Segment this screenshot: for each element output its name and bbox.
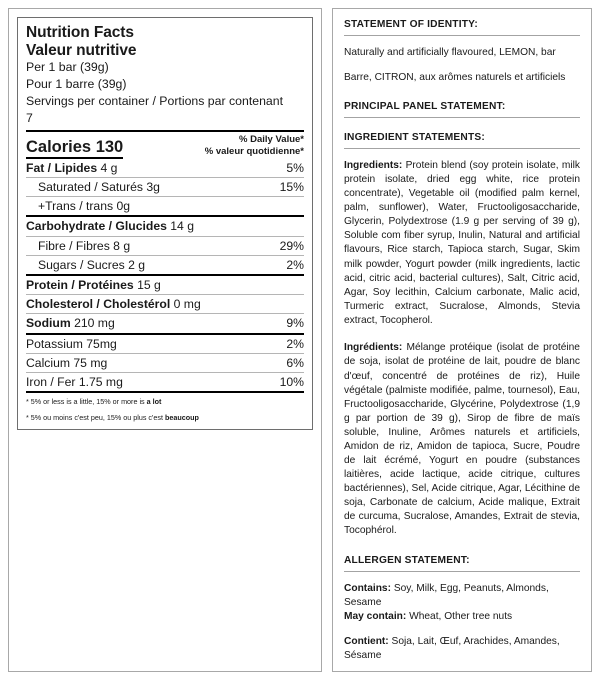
nutrition-facts-title-fr: Valeur nutritive [26,41,137,59]
calories-label: Calories 130 [26,138,123,159]
spacer [344,36,580,46]
nutrient-dv-sugars: 2% [286,257,304,272]
allergen-contains-label: Contains: [344,583,391,595]
allergen-statement-heading: ALLERGEN STATEMENT: [344,555,580,572]
spacer [344,149,580,159]
footnote-fr-emphasis: beaucoup [164,412,199,422]
serving-size-en: Per 1 bar (39g) [26,60,109,75]
allergen-contains [344,582,580,610]
nutrient-name-carbohydrate: Carbohydrate / Glucides [26,219,167,234]
footnote-en-emphasis: a lot [146,397,162,407]
nutrient-row-potassium [26,335,304,353]
nutrient-name-fat: Fat / Lipides [26,160,98,175]
ingredients-en-text: Protein blend (soy protein isolate, milk protein isolate, dried egg white, rice protein concentrate), Vegetable oil (modified palm kernel, palm, sunflower), Water, Fructooligosaccharide, Glycerin, Polydextrose (1.9 g per serving of 39 g), Soluble com fiber syrup, Inulin, Natural and artificial flavours, Rice starch, Tapioca starch, Sugar, Skim milk powder, Yogurt powder (milk ingredients, lactic acid, citric acid, bacterial cultures), Salt, Citric acid, Agar, Soy lecithin, Calcium carbonate, Malic acid, Turmeric extract, Sucralose, Almonds, Stevia extract, Tocopherol. [344,159,580,326]
footnote-fr [26,407,304,425]
serving-size-fr: Pour 1 barre (39g) [26,77,127,92]
nutrient-row-trans [26,197,304,215]
nutrient-dv-saturated: 15% [279,179,304,194]
ingredients-en [344,159,580,328]
spacer [344,538,580,555]
statement-of-identity-heading: STATEMENT OF IDENTITY: [344,19,580,36]
nutrient-name-saturated: Saturated / Saturés 3g [38,179,160,194]
daily-value-header-fr: % valeur quotidienne* [204,146,304,158]
servings-per-container-label: Servings per container / Portions par contenant [26,93,284,108]
statement-of-identity-en: Naturally and artificially flavoured, LEMON, bar [344,47,556,59]
nutrient-dv-potassium: 2% [286,336,304,351]
nutrient-dv-sodium: 9% [286,316,304,331]
nutrient-name-sugars: Sugars / Sucres 2 g [38,257,146,272]
nutrient-dv-fibre: 29% [279,238,304,253]
nutrient-row-saturated [26,178,304,196]
nutrient-dv-calcium: 6% [286,355,304,370]
allergen-may-contain-text: Wheat, Other tree nuts [406,611,513,623]
footnote-en-text: * 5% or less is a little, 15% or more is [26,397,147,407]
ingredients-en-label: Ingredients: [344,159,403,171]
nutrient-amount-cholesterol: 0 mg [170,297,201,312]
statement-of-identity-fr: Barre, CITRON, aux arômes naturels et artificiels [344,71,566,83]
nutrient-row-iron [26,373,304,391]
nutrient-row-cholesterol [26,295,304,313]
ingredient-statements-heading: INGREDIENT STATEMENTS: [344,132,580,149]
nutrition-facts-box [17,17,313,430]
nutrient-row-fibre [26,237,304,255]
nutrient-row-protein [26,276,304,294]
nutrient-amount-sodium: 210 mg [70,316,115,331]
nutrient-amount-fat: 4 g [97,160,118,175]
daily-value-header-en: % Daily Value* [239,134,304,146]
nutrient-name-trans: +Trans / trans 0g [38,199,131,214]
nutrient-amount-protein: 15 g [133,277,161,292]
nutrient-name-sodium: Sodium [26,316,71,331]
nutrient-name-iron: Iron / Fer 1.75 mg [26,374,123,389]
nutrient-name-protein: Protein / Protéines [26,277,134,292]
nutrient-row-calcium [26,354,304,372]
allergen-may-contain-label: May contain: [344,611,407,623]
nutrient-name-fibre: Fibre / Fibres 8 g [38,238,131,253]
ingredients-fr [344,341,580,538]
allergen-contient [344,635,580,663]
nutrient-dv-iron: 10% [279,374,304,389]
spacer [344,118,580,131]
servings-per-container-value: 7 [26,110,33,125]
nutrient-row-fat [26,159,304,177]
spacer [344,328,580,341]
nutrition-facts-panel [8,8,322,672]
nutrient-row-carbohydrate [26,217,304,235]
spacer [344,85,580,102]
allergen-contient-text: Soja, Lait, Œuf, Arachides, Amandes, Sésame [344,635,560,661]
spacer [344,60,580,70]
spacer [344,572,580,582]
footnote-fr-text: * 5% ou moins c'est peu, 15% ou plus c'est [26,412,165,422]
principal-panel-statement-heading: PRINCIPAL PANEL STATEMENT: [344,101,580,118]
spacer [344,625,580,635]
allergen-contains-text: Soy, Milk, Egg, Peanuts, Almonds, Sesame [344,583,549,609]
nutrient-name-cholesterol: Cholesterol / Cholestérol [26,297,171,312]
nutrient-dv-fat: 5% [286,160,304,175]
nutrition-facts-title-en: Nutrition Facts [26,24,134,41]
nutrient-name-calcium: Calcium 75 mg [26,355,108,370]
nutrient-amount-carbohydrate: 14 g [166,219,194,234]
nutrient-name-potassium: Potassium 75mg [26,336,117,351]
ingredients-fr-label: Ingrédients: [344,342,403,354]
allergen-contient-label: Contient: [344,635,389,647]
nutrient-row-sodium [26,314,304,332]
label-copy-panel [332,8,592,672]
nutrient-row-sugars [26,256,304,274]
footnote-en [26,393,304,407]
allergen-may-contain [344,610,580,624]
ingredients-fr-text: Mélange protéique (isolat de protéine de soja, isolat de protéine de lait, poudre de blanc d'œuf, concentré de protéines de riz), Huile végétale (palmiste modifiée, palme, tournesol), Eau, Fructooligosaccharide, Glycérine, Polydextrose (1,9 g par portion de 39 g), Sirop de fibre de maïs soluble, Inuline, Arômes naturels et artificiels, Amidon de riz, Amidon de tapioca, Sucre, Poudre de lait écrémé, Yogurt en poudre (substances laitières, acide lactique, acide citrique, cultures bactériennes), Sel, Acide citrique, Agar, Lécithine de soja, Carbonate de calcium, Acide malique, Extrait de curcuma, Sucralose, Amandes, Extrait de stevia, Tocophérol. [344,342,580,537]
